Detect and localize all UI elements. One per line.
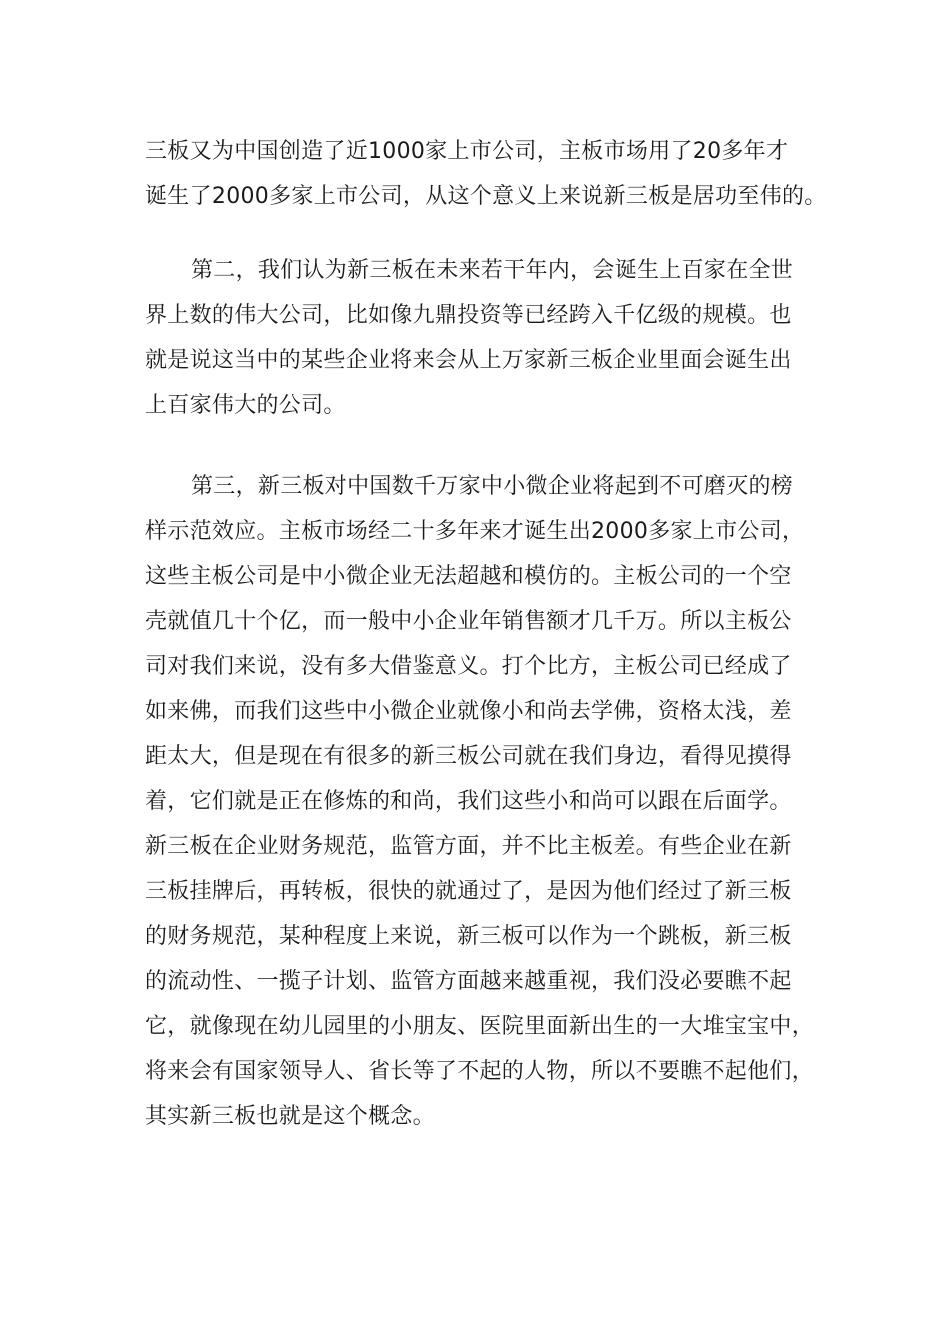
text-line: 上百家伟大的公司。: [145, 393, 346, 418]
text-line: 它，就像现在幼儿园里的小朋友、医院里面新出生的一大堆宝宝中，: [145, 1014, 815, 1039]
text-line: 三板挂牌后，再转板，很快的就通过了，是因为他们经过了新三板: [145, 879, 792, 904]
text-line: 将来会有国家领导人、省长等了不起的人物，所以不要瞧不起他们，: [145, 1059, 815, 1084]
text-line: 诞生了2000多家上市公司，从这个意义上来说新三板是居功至伟的。: [145, 184, 827, 209]
text-line: 其实新三板也就是这个概念。: [145, 1104, 435, 1129]
text-line: 三板又为中国创造了近1000家上市公司，主板市场用了20多年才: [145, 139, 789, 164]
text-line: 新三板在企业财务规范，监管方面，并不比主板差。有些企业在新: [145, 834, 792, 859]
text-line: 的财务规范，某种程度上来说，新三板可以作为一个跳板，新三板: [145, 924, 792, 949]
text-line: 壳就值几十个亿，而一般中小企业年销售额才几千万。所以主板公: [145, 609, 792, 634]
text-line: 第三，新三板对中国数千万家中小微企业将起到不可磨灭的榜: [191, 474, 794, 499]
text-line: 第二，我们认为新三板在未来若干年内，会诞生上百家在全世: [191, 258, 794, 283]
paragraph-continuation: [145, 129, 825, 219]
text-line: 样示范效应。主板市场经二十多年来才诞生出2000多家上市公司，: [145, 519, 805, 544]
paragraph-second-point: [145, 248, 825, 428]
text-line: 距太大，但是现在有很多的新三板公司就在我们身边，看得见摸得: [145, 744, 792, 769]
text-line: 的流动性、一揽子计划、监管方面越来越重视，我们没必要瞧不起: [145, 969, 792, 994]
text-line: 就是说这当中的某些企业将来会从上万家新三板企业里面会诞生出: [145, 348, 792, 373]
text-line: 如来佛，而我们这些中小微企业就像小和尚去学佛，资格太浅，差: [145, 699, 792, 724]
paragraph-third-point: [145, 464, 825, 1139]
text-line: 这些主板公司是中小微企业无法超越和模仿的。主板公司的一个空: [145, 564, 792, 589]
text-line: 着，它们就是正在修炼的和尚，我们这些小和尚可以跟在后面学。: [145, 789, 792, 814]
text-line: 司对我们来说，没有多大借鉴意义。打个比方，主板公司已经成了: [145, 654, 792, 679]
text-line: 界上数的伟大公司，比如像九鼎投资等已经跨入千亿级的规模。也: [145, 303, 792, 328]
